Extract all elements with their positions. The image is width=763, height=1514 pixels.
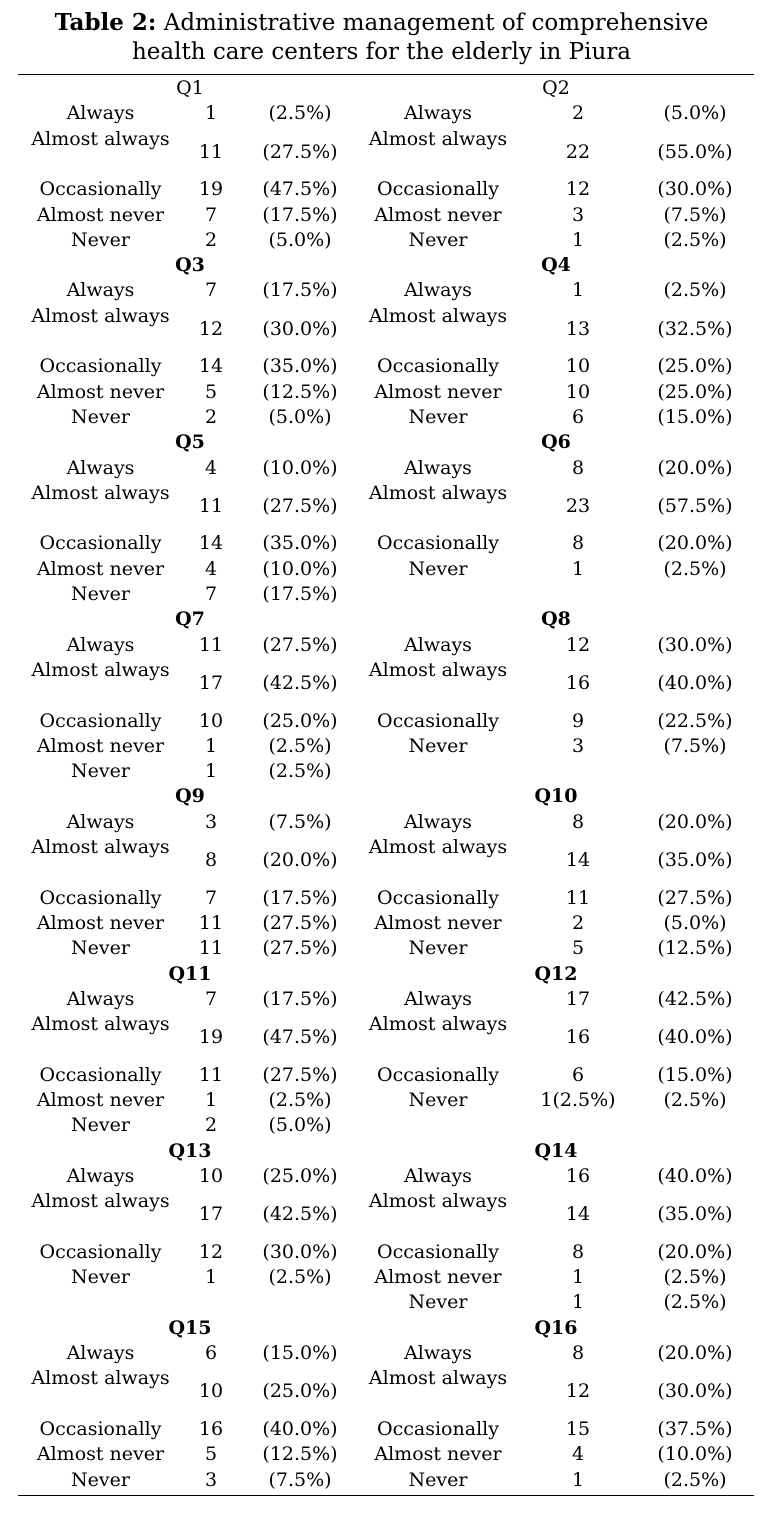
question-header: Q15 — [168, 1316, 212, 1339]
response-label: Almost never — [36, 380, 165, 403]
response-percent: (30.0%) — [657, 633, 733, 656]
response-label: Never — [408, 1468, 468, 1491]
question-header: Q10 — [534, 785, 578, 808]
response-label: Always — [404, 987, 472, 1010]
response-label: Almost never — [374, 1266, 502, 1289]
response-label: Never — [71, 1266, 130, 1289]
response-count: 7 — [204, 987, 218, 1010]
response-label: Occasionally — [39, 178, 162, 201]
response-percent: (30.0%) — [262, 1240, 338, 1263]
question-header: Q1 — [176, 77, 204, 99]
response-count: 11 — [198, 911, 224, 934]
response-label: Almost never — [36, 557, 165, 580]
response-percent: (32.5%) — [657, 317, 733, 340]
response-percent: (5.0%) — [663, 911, 727, 934]
response-percent: (5.0%) — [268, 405, 332, 428]
response-count: 1 — [571, 279, 585, 302]
response-label: Almost always — [31, 481, 170, 504]
response-count: 8 — [571, 810, 585, 833]
question-header: Q16 — [534, 1316, 578, 1339]
response-percent: (42.5%) — [262, 1203, 338, 1226]
response-label: Occasionally — [377, 532, 499, 555]
response-label: Never — [71, 1468, 130, 1491]
response-percent: (2.5%) — [663, 1291, 727, 1314]
table-bottom-rule — [18, 1495, 754, 1496]
response-label: Always — [66, 1342, 135, 1364]
response-count: 12 — [565, 633, 591, 656]
response-percent: (2.5%) — [268, 102, 332, 125]
response-percent: (2.5%) — [268, 1089, 332, 1111]
response-label: Always — [404, 810, 472, 833]
response-label: Never — [408, 1089, 468, 1111]
response-percent: (17.5%) — [262, 203, 338, 226]
response-percent: (17.5%) — [262, 987, 338, 1010]
response-percent: (20.0%) — [657, 810, 733, 833]
response-percent: (27.5%) — [262, 140, 338, 163]
response-percent: (27.5%) — [262, 494, 338, 517]
response-label: Always — [66, 456, 135, 479]
response-percent: (15.0%) — [657, 1063, 733, 1086]
response-label: Almost always — [31, 1190, 170, 1213]
response-label: Almost always — [368, 836, 508, 858]
response-count: 16 — [198, 1417, 224, 1440]
response-count: 7 — [204, 203, 218, 226]
response-count: 12 — [198, 1240, 224, 1263]
response-label: Never — [408, 734, 468, 757]
response-count: 5 — [204, 380, 218, 403]
response-label: Almost always — [368, 658, 508, 681]
table-title-line1: Administrative management of comprehensive — [163, 10, 709, 36]
response-count: 8 — [571, 532, 585, 555]
response-label: Always — [404, 1342, 472, 1364]
response-label: Almost always — [368, 304, 508, 327]
response-percent: (17.5%) — [262, 886, 338, 909]
table-caption — [0, 8, 763, 67]
response-label: Never — [408, 1291, 468, 1314]
question-header: Q13 — [168, 1139, 212, 1162]
response-count: 1(2.5%) — [540, 1089, 616, 1111]
response-count: 14 — [565, 1203, 591, 1226]
response-label: Always — [66, 633, 135, 656]
response-percent: (10.0%) — [657, 1443, 733, 1466]
response-label: Always — [404, 633, 472, 656]
response-percent: (5.0%) — [663, 102, 727, 125]
response-label: Almost never — [36, 911, 165, 934]
response-label: Always — [404, 456, 472, 479]
question-header: Q5 — [175, 431, 205, 454]
response-label: Almost always — [31, 127, 170, 150]
response-count: 1 — [204, 1266, 218, 1289]
response-count: 16 — [565, 1164, 591, 1187]
response-count: 1 — [571, 1291, 585, 1314]
response-count: 23 — [565, 494, 591, 517]
response-label: Almost always — [31, 1367, 170, 1390]
response-percent: (42.5%) — [262, 671, 338, 694]
response-count: 11 — [198, 633, 224, 656]
response-label: Almost always — [31, 1013, 170, 1036]
response-label: Occasionally — [377, 709, 499, 732]
response-count: 4 — [204, 456, 218, 479]
response-count: 6 — [571, 405, 585, 428]
response-count: 1 — [571, 1266, 585, 1289]
response-label: Almost always — [31, 304, 170, 327]
response-count: 7 — [204, 886, 218, 909]
response-percent: (12.5%) — [262, 380, 338, 403]
response-count: 2 — [571, 911, 585, 934]
response-count: 5 — [571, 937, 585, 960]
response-percent: (30.0%) — [657, 1380, 733, 1403]
response-label: Occasionally — [39, 355, 162, 378]
response-count: 16 — [565, 671, 591, 694]
response-label: Always — [66, 987, 135, 1010]
response-percent: (17.5%) — [262, 279, 338, 302]
table-top-rule — [18, 74, 754, 75]
response-label: Occasionally — [377, 1417, 499, 1440]
response-count: 6 — [204, 1342, 218, 1364]
response-count: 2 — [571, 102, 585, 125]
response-count: 8 — [571, 456, 585, 479]
question-header: Q14 — [534, 1139, 578, 1162]
response-percent: (7.5%) — [663, 734, 727, 757]
response-percent: (12.5%) — [657, 937, 733, 960]
response-percent: (27.5%) — [262, 937, 338, 960]
response-percent: (2.5%) — [663, 279, 727, 302]
response-count: 8 — [204, 849, 218, 871]
response-label: Almost never — [36, 734, 165, 757]
question-header: Q7 — [175, 608, 205, 631]
response-label: Always — [66, 279, 135, 302]
response-percent: (10.0%) — [262, 456, 338, 479]
response-percent: (40.0%) — [657, 671, 733, 694]
question-header: Q12 — [534, 962, 578, 985]
response-label: Never — [408, 557, 468, 580]
response-label: Almost always — [31, 658, 170, 681]
response-label: Occasionally — [39, 532, 162, 555]
response-percent: (25.0%) — [262, 1164, 338, 1187]
response-count: 7 — [204, 279, 218, 302]
response-percent: (2.5%) — [663, 1089, 727, 1111]
response-label: Almost never — [374, 380, 502, 403]
response-count: 8 — [571, 1240, 585, 1263]
response-count: 19 — [198, 1026, 224, 1049]
response-count: 12 — [565, 1380, 591, 1403]
response-label: Almost never — [374, 1443, 502, 1466]
response-count: 14 — [198, 355, 224, 378]
response-percent: (30.0%) — [657, 178, 733, 201]
response-count: 17 — [198, 1203, 224, 1226]
question-header: Q6 — [541, 431, 571, 454]
response-label: Never — [408, 405, 468, 428]
response-percent: (57.5%) — [657, 494, 733, 517]
response-label: Almost always — [368, 127, 508, 150]
response-count: 8 — [571, 1342, 585, 1364]
response-label: Never — [71, 760, 130, 783]
response-count: 3 — [571, 203, 585, 226]
question-header: Q11 — [168, 962, 212, 985]
response-percent: (27.5%) — [657, 886, 733, 909]
response-percent: (27.5%) — [262, 633, 338, 656]
response-percent: (2.5%) — [268, 760, 332, 783]
response-count: 1 — [571, 228, 585, 251]
response-percent: (17.5%) — [262, 583, 338, 605]
question-header: Q4 — [541, 254, 571, 277]
response-label: Almost always — [368, 1367, 508, 1390]
response-label: Always — [404, 279, 472, 302]
response-label: Occasionally — [39, 709, 162, 732]
response-label: Occasionally — [39, 1063, 162, 1086]
response-label: Occasionally — [39, 1240, 162, 1263]
response-label: Always — [404, 102, 472, 125]
response-percent: (35.0%) — [657, 849, 733, 871]
response-label: Almost never — [36, 203, 165, 226]
response-count: 10 — [198, 709, 224, 732]
table-label: Table 2: — [54, 9, 157, 36]
response-percent: (20.0%) — [657, 532, 733, 555]
response-label: Occasionally — [377, 178, 499, 201]
response-count: 10 — [198, 1164, 224, 1187]
question-header: Q8 — [541, 608, 571, 631]
response-percent: (20.0%) — [262, 849, 338, 871]
response-percent: (10.0%) — [262, 557, 338, 580]
response-label: Always — [404, 1164, 472, 1187]
response-percent: (2.5%) — [268, 1266, 332, 1289]
response-count: 17 — [198, 671, 224, 694]
response-label: Almost never — [36, 1089, 165, 1111]
response-percent: (27.5%) — [262, 1063, 338, 1086]
response-percent: (35.0%) — [657, 1203, 733, 1226]
response-label: Almost never — [374, 203, 502, 226]
response-percent: (42.5%) — [657, 987, 733, 1010]
response-percent: (5.0%) — [268, 1114, 332, 1137]
response-count: 2 — [204, 228, 218, 251]
response-count: 19 — [198, 178, 224, 201]
response-percent: (55.0%) — [657, 140, 733, 163]
response-percent: (5.0%) — [268, 228, 332, 251]
response-label: Never — [408, 937, 468, 960]
response-percent: (2.5%) — [663, 1266, 727, 1289]
response-count: 9 — [571, 709, 585, 732]
response-count: 10 — [565, 355, 591, 378]
response-label: Never — [71, 405, 130, 428]
response-label: Almost never — [374, 911, 502, 934]
response-count: 4 — [204, 557, 218, 580]
response-count: 11 — [198, 937, 224, 960]
response-label: Never — [71, 228, 130, 251]
response-label: Almost never — [36, 1443, 165, 1466]
response-count: 4 — [571, 1443, 585, 1466]
response-label: Never — [71, 937, 130, 960]
response-label: Occasionally — [377, 886, 499, 909]
response-percent: (7.5%) — [268, 1468, 332, 1491]
table-title-line2: health care centers for the elderly in Piura — [131, 39, 632, 65]
response-percent: (15.0%) — [657, 405, 733, 428]
response-count: 14 — [198, 532, 224, 555]
response-count: 3 — [204, 810, 218, 833]
response-count: 1 — [204, 734, 218, 757]
response-label: Almost always — [31, 836, 170, 858]
response-percent: (20.0%) — [657, 456, 733, 479]
question-header: Q3 — [175, 254, 205, 277]
response-count: 5 — [204, 1443, 218, 1466]
response-count: 1 — [204, 1089, 218, 1111]
response-count: 11 — [565, 886, 591, 909]
response-percent: (40.0%) — [657, 1026, 733, 1049]
response-percent: (27.5%) — [262, 911, 338, 934]
response-count: 13 — [565, 317, 591, 340]
response-count: 22 — [565, 140, 591, 163]
response-percent: (37.5%) — [657, 1417, 733, 1440]
response-percent: (12.5%) — [262, 1443, 338, 1466]
response-count: 11 — [198, 494, 224, 517]
response-label: Always — [66, 1164, 135, 1187]
response-count: 3 — [571, 734, 585, 757]
response-count: 3 — [204, 1468, 218, 1491]
response-percent: (25.0%) — [657, 380, 733, 403]
response-label: Occasionally — [377, 1240, 499, 1263]
response-count: 10 — [198, 1380, 224, 1403]
response-percent: (25.0%) — [262, 709, 338, 732]
response-label: Always — [66, 810, 135, 833]
response-percent: (2.5%) — [663, 228, 727, 251]
response-label: Almost always — [368, 1013, 508, 1036]
response-count: 6 — [571, 1063, 585, 1086]
response-count: 15 — [565, 1417, 591, 1440]
response-label: Occasionally — [39, 1417, 162, 1440]
response-label: Occasionally — [377, 1063, 499, 1086]
response-count: 12 — [565, 178, 591, 201]
question-header: Q2 — [542, 77, 570, 99]
response-label: Occasionally — [39, 886, 162, 909]
response-percent: (35.0%) — [262, 532, 338, 555]
response-count: 11 — [198, 140, 224, 163]
response-label: Occasionally — [377, 355, 499, 378]
response-count: 1 — [204, 102, 218, 125]
response-percent: (25.0%) — [262, 1380, 338, 1403]
response-count: 17 — [565, 987, 591, 1010]
response-label: Almost always — [368, 1190, 508, 1213]
response-count: 7 — [204, 583, 218, 605]
response-percent: (15.0%) — [262, 1342, 338, 1364]
response-count: 10 — [565, 380, 591, 403]
response-count: 16 — [565, 1026, 591, 1049]
response-percent: (47.5%) — [262, 178, 338, 201]
response-count: 2 — [204, 1114, 218, 1137]
response-label: Always — [66, 102, 135, 125]
response-count: 1 — [571, 557, 585, 580]
response-percent: (40.0%) — [657, 1164, 733, 1187]
response-count: 1 — [204, 760, 218, 783]
response-count: 2 — [204, 405, 218, 428]
response-percent: (20.0%) — [657, 1240, 733, 1263]
response-percent: (7.5%) — [268, 810, 332, 833]
response-percent: (2.5%) — [268, 734, 332, 757]
response-count: 1 — [571, 1468, 585, 1491]
question-header: Q9 — [175, 785, 205, 808]
response-percent: (47.5%) — [262, 1026, 338, 1049]
response-count: 12 — [198, 317, 224, 340]
response-label: Never — [408, 228, 468, 251]
response-percent: (22.5%) — [657, 709, 733, 732]
response-percent: (2.5%) — [663, 557, 727, 580]
response-percent: (30.0%) — [262, 317, 338, 340]
response-percent: (35.0%) — [262, 355, 338, 378]
response-percent: (20.0%) — [657, 1342, 733, 1364]
response-percent: (40.0%) — [262, 1417, 338, 1440]
response-label: Never — [71, 1114, 130, 1137]
response-percent: (25.0%) — [657, 355, 733, 378]
response-count: 11 — [198, 1063, 224, 1086]
response-percent: (2.5%) — [663, 1468, 727, 1491]
response-label: Almost always — [368, 481, 508, 504]
response-label: Never — [71, 583, 130, 605]
response-percent: (7.5%) — [663, 203, 727, 226]
response-count: 14 — [565, 849, 591, 871]
